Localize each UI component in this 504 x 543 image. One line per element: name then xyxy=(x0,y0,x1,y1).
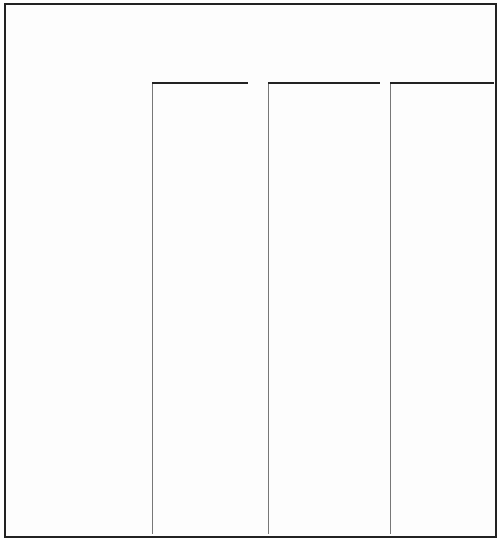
column-divider xyxy=(390,84,391,534)
document-frame xyxy=(4,3,497,538)
column-divider xyxy=(268,84,269,534)
header-rule-hispanic xyxy=(390,82,494,84)
column-divider xyxy=(152,84,153,534)
header-rule-population xyxy=(152,82,248,84)
header-rule-african-american xyxy=(268,82,380,84)
